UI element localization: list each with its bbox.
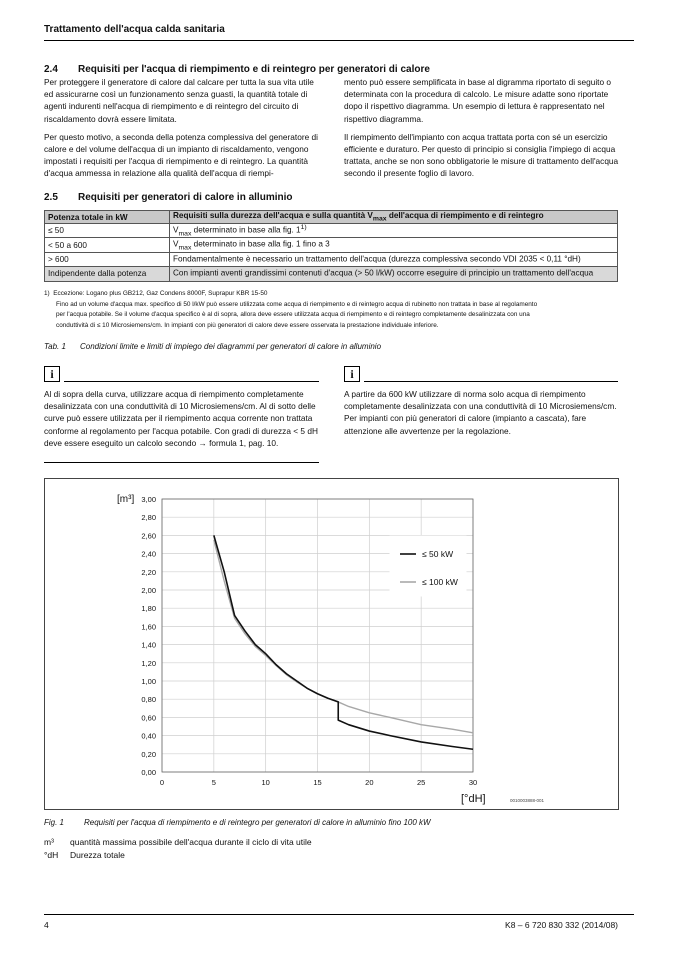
chart-labels	[117, 494, 545, 805]
v-symbol: V	[173, 240, 179, 250]
note-left: Al di sopra della curva, utilizzare acqua di riempimento completamente desalinizzata con una conduttività di 10 Microsiemens/cm. Al di sotto delle curve può essere utilizzata per il riempimento acqua corrente non trattata conforme al regolamento per l'acqua potabile. Con gradi di durezza < 5 dH deve essere eseguito un calcolo secondo → formula 1, pag. 10.	[44, 389, 318, 448]
paragraph: Per questo motivo, a seconda della potenza complessiva del generatore di calore e del volume dell'acqua di un impianto di riscaldamento, vengono impostati i requisiti per l'acqua di riempimento e di reintegro. La quantità d'acqua ammessa in relazione alla qualità dell'acqua di riempi-	[44, 131, 318, 179]
unit-description: quantità massima possibile dell'acqua durante il ciclo di vita utile	[70, 837, 312, 847]
header-text: dell'acqua di riempimento e di reintegro	[386, 211, 544, 221]
image-code: 0010003888-001	[510, 798, 545, 803]
note-bottom-rule	[44, 462, 319, 463]
section-2-4-column-right	[344, 76, 624, 186]
header-text: Requisiti sulla durezza dell'acqua e sulla quantità V	[173, 211, 373, 221]
requirement-text: Fondamentalmente è necessario un trattamento dell'acqua (durezza complessiva secondo VDI 2035 < 0,11 °dH)	[173, 254, 581, 264]
y-tick-label: 0,80	[141, 695, 156, 705]
note-top-rule	[64, 381, 319, 382]
footnote-ref: 1)	[300, 224, 307, 231]
requirement-text: Con impianti aventi grandissimi contenuti d'acqua (> 50 l/kW) occorre eseguire di principio un trattamento dell'acqua	[173, 268, 594, 278]
requirements-table	[44, 210, 618, 282]
footnote-line: Fino ad un volume d'acqua max. specifico di 50 l/kW può essere utilizzata come acqua di riempimento e di reintegro acqua di rubinetto non trattata in base al regolamento	[56, 300, 538, 308]
note-right: A partire da 600 kW utilizzare di norma solo acqua di riempimento completamente desalinizzata con una conduttività di 10 Microsiemens/cm. Per impianti con più generatori di calore (impianto a cascata), fare attenzione alle avvertenze per la regolazione.	[344, 389, 617, 436]
requirement-cell	[170, 267, 618, 281]
unit-row	[44, 849, 312, 862]
caption-label: Tab. 1	[44, 342, 66, 351]
y-tick-label: 0,20	[141, 749, 156, 759]
y-tick-label: 2,60	[141, 531, 156, 541]
y-tick-label: 1,40	[141, 640, 156, 650]
y-tick-label: 1,20	[141, 658, 156, 668]
section-2-5-heading	[44, 192, 293, 203]
unit-description: Durezza totale	[70, 850, 125, 860]
caption-label: Fig. 1	[44, 818, 65, 827]
y-tick-label: 2,40	[141, 549, 156, 559]
unit-legend	[44, 836, 312, 862]
requirement-text: determinato in base alla fig. 1	[191, 225, 301, 235]
figure-frame	[44, 478, 619, 810]
paragraph: mento può essere semplificata in base al digramma riportato di seguito o determinata con la procedura di calcolo. Le misure adatte sono riportate dopo il rispettivo diagramma. Un esempio di lettura è rappresentato nel rispettivo diagramma.	[344, 77, 612, 124]
section-title: Requisiti per l'acqua di riempimento e di reintegro per generatori di calore	[78, 64, 430, 75]
section-2-4-heading	[44, 64, 430, 75]
x-tick-label: 25	[416, 778, 426, 787]
footnote-line: per l'acqua potabile. Se il volume d'acqua specifico è al di sopra, allora deve essere utilizzata acqua di riempimento e di reintegro completamente desalinizzata con una	[56, 311, 530, 319]
y-tick-label: 1,00	[141, 677, 156, 686]
requirement-cell	[170, 224, 618, 238]
table-row	[45, 224, 618, 238]
y-tick-label: 2,00	[141, 586, 156, 595]
table-row	[45, 238, 618, 252]
note-top-rule	[364, 381, 618, 382]
y-tick-label: 0,60	[141, 713, 156, 723]
paragraph: Per proteggere il generatore di calore dal calcare per tutta la sua vita utile ed assicurarne così un funzionamento senza guasti, la quantità totale di agenti indurenti nell'acqua di riempimento e di reintegro del circuito di riscaldamento dovrà essere limitata.	[44, 77, 314, 124]
footnote-line: conduttività di ≤ 10 Microsiemens/cm. In impianti con più generatori di calore deve essere osservata la prestazione individuale inferiore.	[56, 321, 439, 329]
footnote-line: Eccezione: Logano plus GB212, Gaz Condens 8000F, Suprapur KBR 15-50	[53, 290, 268, 297]
y-tick-label: 2,80	[141, 513, 156, 523]
y-axis-label: [m³]	[117, 494, 135, 505]
caption-text: Condizioni limite e limiti di impiego dei diagrammi per generatori di calore in alluminio	[80, 342, 382, 351]
y-tick-label: 3,00	[141, 495, 156, 504]
header-rule	[44, 40, 634, 41]
caption-text: Requisiti per l'acqua di riempimento e di reintegro per generatori di calore in alluminio fino 100 kW	[84, 818, 431, 827]
requirement-cell	[170, 238, 618, 252]
column-header	[170, 211, 618, 224]
y-tick-label: 1,80	[141, 604, 156, 614]
x-tick-label: 5	[211, 778, 216, 787]
table-header-row	[45, 211, 618, 224]
paragraph: Il riempimento dell'impianto con acqua trattata porta con sé un esercizio efficiente e duraturo. Per questo di principio si consiglia l'impiego di acqua trattata, anche se non sono obbligatorie le misure di trattamento dell'acqua secondo il presente foglio di lavoro.	[344, 131, 619, 179]
unit-symbol: °dH	[44, 850, 59, 860]
unit-row	[44, 836, 312, 849]
section-number: 2.4	[44, 64, 58, 75]
v-symbol: V	[173, 225, 179, 235]
chart-legend	[390, 536, 466, 596]
v-subscript: max	[178, 230, 192, 238]
x-tick-label: 15	[313, 778, 322, 787]
section-number: 2.5	[44, 192, 58, 203]
y-tick-label: 0,40	[141, 731, 156, 741]
figure-caption	[44, 818, 431, 827]
table-footnote	[44, 289, 624, 331]
column-header: Potenza totale in kW	[45, 211, 170, 224]
power-cell: ≤ 50	[45, 224, 170, 238]
power-cell: > 600	[45, 252, 170, 266]
x-tick-label: 20	[365, 778, 374, 787]
x-tick-label: 10	[261, 778, 270, 787]
legend-label: ≤ 100 kW	[422, 577, 458, 587]
legend-box	[390, 536, 466, 596]
document-code: K8 – 6 720 830 332 (2014/08)	[505, 920, 618, 930]
page-number: 4	[44, 920, 49, 930]
footer-rule	[44, 914, 634, 915]
requirement-cell	[170, 252, 618, 266]
footnote-mark: 1)	[44, 290, 50, 297]
requirement-text: determinato in base alla fig. 1 fino a 3	[191, 240, 330, 250]
y-tick-label: 0,00	[141, 768, 156, 777]
power-cell: < 50 a 600	[45, 238, 170, 252]
power-cell: Indipendente dalla potenza	[45, 267, 170, 281]
table-caption	[44, 342, 381, 351]
y-tick-label: 2,20	[141, 567, 156, 577]
hardness-volume-chart	[45, 479, 618, 809]
y-tick-label: 1,60	[141, 622, 156, 632]
x-tick-label: 0	[159, 778, 165, 787]
v-subscript: max	[178, 244, 192, 252]
section-2-4-column-left	[44, 76, 324, 186]
running-header: Trattamento dell'acqua calda sanitaria	[44, 24, 225, 35]
header-subscript: max	[372, 215, 387, 223]
section-title: Requisiti per generatori di calore in alluminio	[78, 192, 293, 203]
legend-label: ≤ 50 kW	[422, 549, 454, 559]
unit-symbol: m³	[44, 837, 54, 847]
table-row	[45, 252, 618, 266]
x-axis-label: [°dH]	[461, 793, 486, 805]
info-icon: i	[44, 366, 60, 382]
info-icon: i	[344, 366, 360, 382]
table-row	[45, 267, 618, 281]
x-tick-label: 30	[468, 778, 478, 787]
